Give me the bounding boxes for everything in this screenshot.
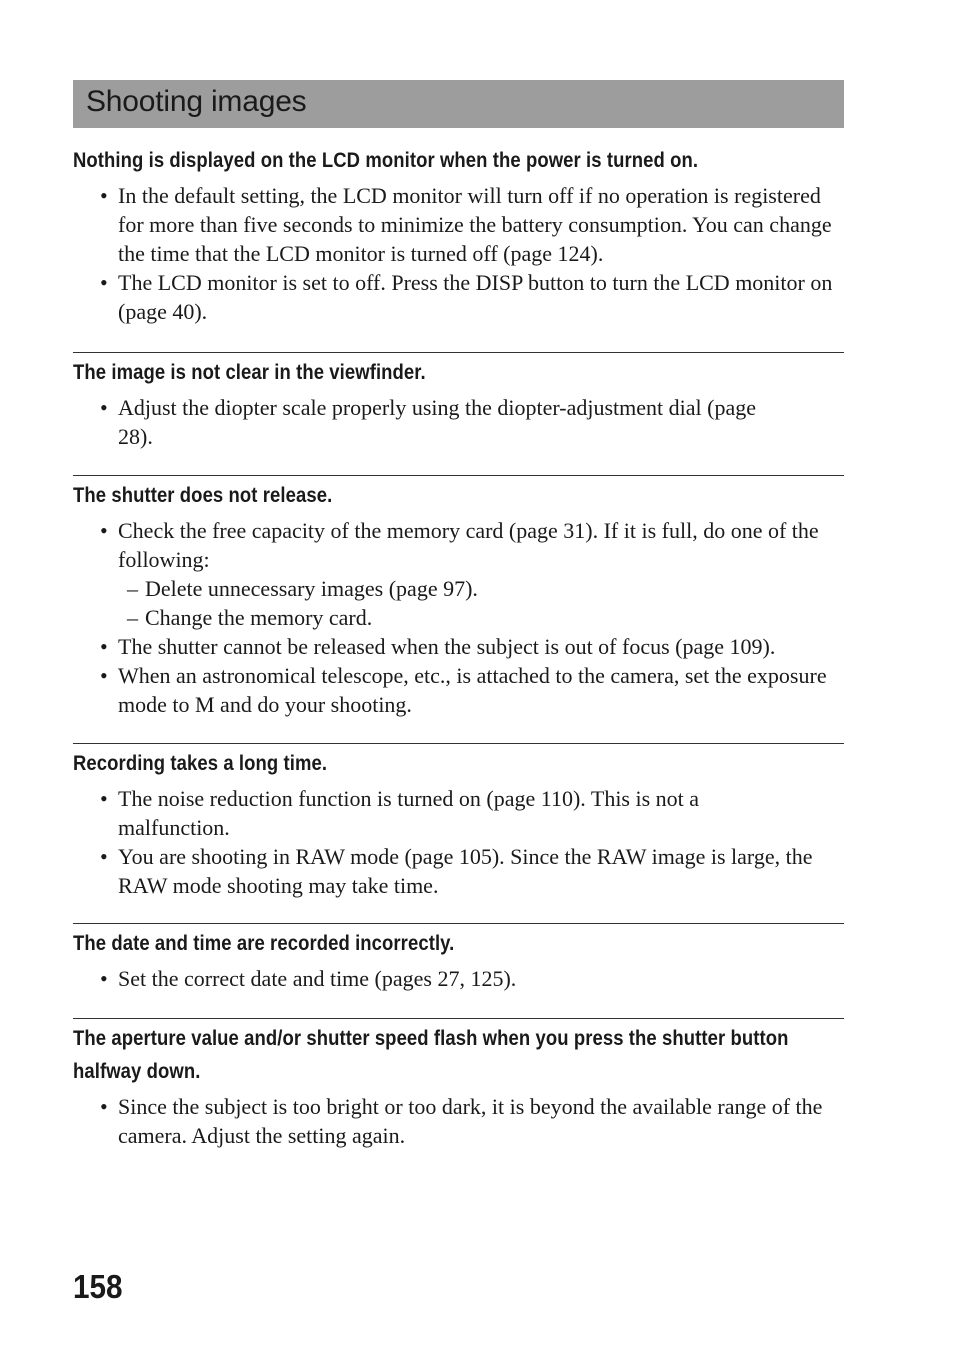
- bullet-icon: •: [100, 270, 108, 295]
- topic-items: [73, 784, 844, 900]
- list-item: • When an astronomical telescope, etc., is attached to the camera, set the exposure mode to M and do your shooting.: [100, 663, 827, 717]
- page-number: 158: [73, 1268, 123, 1305]
- divider: [73, 743, 844, 744]
- topic-items: [73, 393, 844, 451]
- bullet-icon: •: [100, 634, 108, 659]
- divider: [73, 475, 844, 476]
- bullet-icon: •: [100, 183, 108, 208]
- sub-item: – Delete unnecessary images (page 97).: [127, 576, 478, 601]
- list-item: • The LCD monitor is set to off. Press the DISP button to turn the LCD monitor on (page 40).: [100, 270, 833, 324]
- bullet-icon: •: [100, 1094, 108, 1119]
- divider: [73, 1018, 844, 1019]
- topic-items: [73, 1092, 844, 1150]
- topic-lcd-blank: [73, 144, 844, 326]
- bullet-icon: •: [100, 786, 108, 811]
- topic-shutter-release: [73, 475, 844, 719]
- bullet-icon: •: [100, 518, 108, 543]
- topic-heading: The image is not clear in the viewfinder.: [73, 361, 426, 384]
- section-header: [73, 80, 844, 128]
- topic-heading: The aperture value and/or shutter speed flash when you press the shutter button halfway down.: [73, 1027, 789, 1083]
- list-item: • In the default setting, the LCD monitor will turn off if no operation is registered for more than five seconds to minimize the battery consumption. You can change the time that the LCD monitor is turned off (page 124).: [100, 183, 832, 266]
- sub-item: – Change the memory card.: [127, 605, 373, 630]
- list-item: • Check the free capacity of the memory card (page 31). If it is full, do one of the following:: [100, 518, 819, 572]
- bullet-icon: •: [100, 663, 108, 688]
- topic-recording-time: [73, 743, 844, 900]
- divider: [73, 923, 844, 924]
- list-item: • You are shooting in RAW mode (page 105). Since the RAW image is large, the RAW mode shooting may take time.: [100, 844, 813, 898]
- divider: [73, 352, 844, 353]
- topic-items: [73, 964, 844, 993]
- topic-viewfinder: [73, 352, 844, 451]
- list-item: • Adjust the diopter scale properly using the diopter-adjustment dial (page 28).: [100, 395, 756, 449]
- bullet-icon: •: [100, 395, 108, 420]
- topic-heading: The shutter does not release.: [73, 484, 333, 507]
- bullet-icon: •: [100, 966, 108, 991]
- dash-icon: –: [127, 576, 138, 601]
- dash-icon: –: [127, 605, 138, 630]
- topic-heading: Recording takes a long time.: [73, 752, 328, 775]
- topic-date-time: [73, 923, 844, 993]
- topic-items: [73, 516, 844, 719]
- topic-heading: The date and time are recorded incorrectly.: [73, 932, 455, 955]
- topic-items: [73, 181, 844, 326]
- list-item: • Since the subject is too bright or too dark, it is beyond the available range of the camera. Adjust the setting again.: [100, 1094, 823, 1148]
- section-title: Shooting images: [86, 85, 307, 118]
- topic-heading: Nothing is displayed on the LCD monitor when the power is turned on.: [73, 149, 699, 172]
- bullet-icon: •: [100, 844, 108, 869]
- list-item: • Set the correct date and time (pages 27, 125).: [100, 966, 517, 991]
- list-item: • The noise reduction function is turned on (page 110). This is not a malfunction.: [100, 786, 700, 840]
- list-item: • The shutter cannot be released when the subject is out of focus (page 109).: [100, 634, 776, 659]
- topic-aperture-flash: [73, 1018, 844, 1150]
